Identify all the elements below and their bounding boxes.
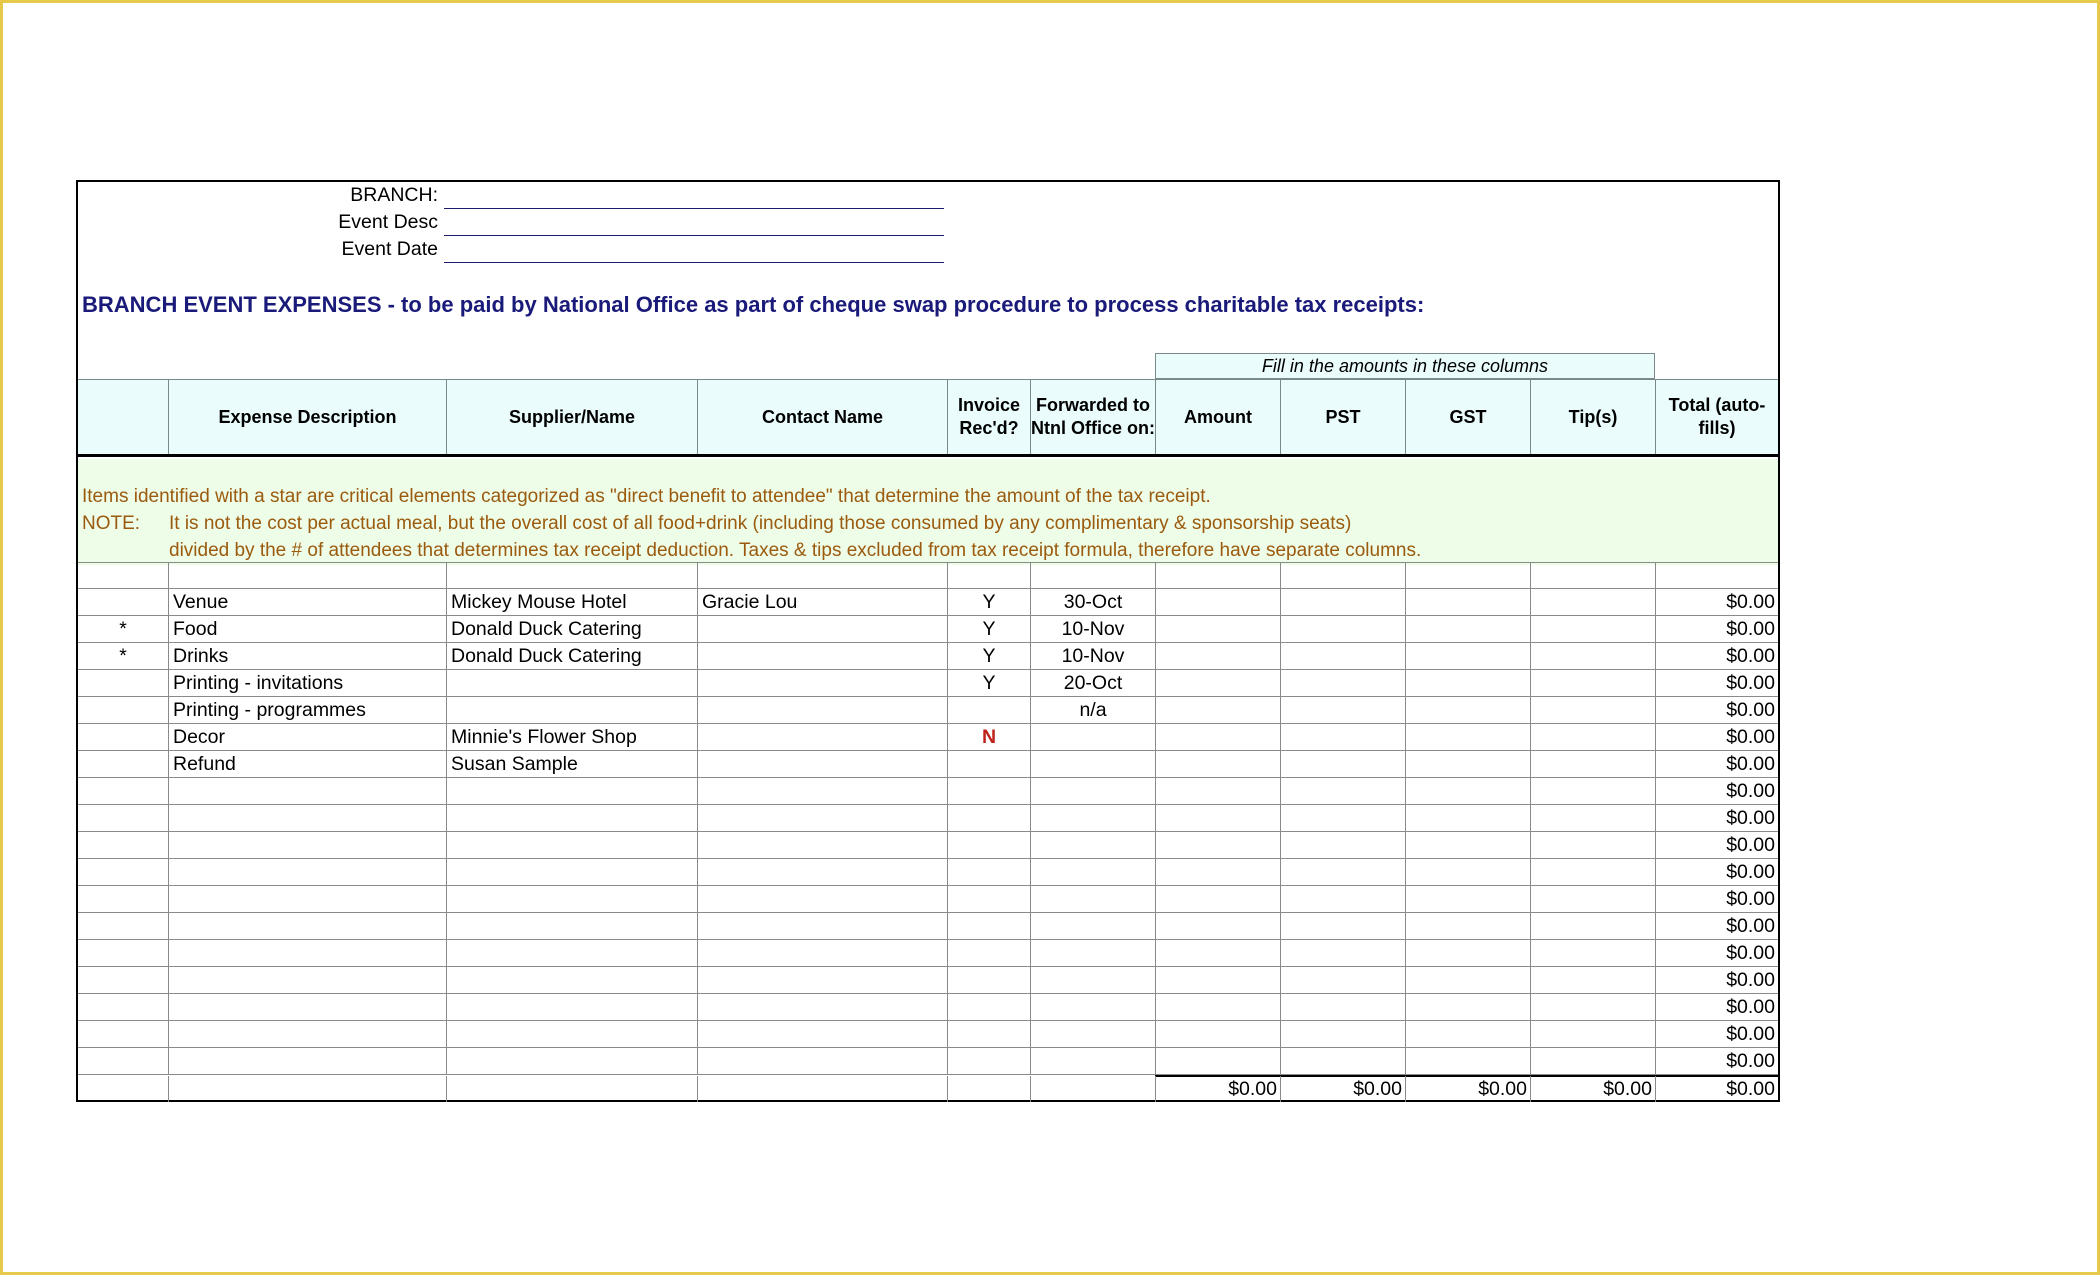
contact-cell[interactable] [697, 778, 947, 804]
forwarded-cell[interactable] [1030, 886, 1155, 912]
contact-cell[interactable] [697, 940, 947, 966]
tips-cell[interactable] [1530, 859, 1655, 885]
expense-description-cell[interactable]: Printing - invitations [168, 670, 446, 696]
pst-cell[interactable] [1280, 778, 1405, 804]
header-star [78, 380, 168, 454]
contact-cell[interactable] [697, 563, 947, 588]
expense-description-cell[interactable] [168, 886, 446, 912]
table-row [78, 1021, 1778, 1048]
contact-cell[interactable] [697, 751, 947, 777]
forwarded-cell[interactable] [1030, 967, 1155, 993]
table-row [78, 994, 1778, 1021]
total-gst: $0.00 [1405, 1076, 1530, 1102]
invoice-received-cell[interactable] [947, 859, 1030, 885]
gst-cell[interactable] [1405, 616, 1530, 642]
table-row [78, 562, 1778, 589]
tips-cell[interactable] [1530, 778, 1655, 804]
tips-cell[interactable] [1530, 1048, 1655, 1074]
contact-cell[interactable] [697, 967, 947, 993]
tips-cell[interactable] [1530, 616, 1655, 642]
header-pst: PST [1280, 380, 1405, 454]
supplier-cell[interactable] [446, 778, 697, 804]
invoice-received-cell[interactable]: Y [947, 589, 1030, 615]
contact-cell[interactable] [697, 1048, 947, 1074]
tips-cell[interactable] [1530, 940, 1655, 966]
supplier-cell[interactable]: Donald Duck Catering [446, 616, 697, 642]
pst-cell[interactable] [1280, 643, 1405, 669]
total-cell[interactable]: $0.00 [1655, 805, 1778, 831]
total-cell[interactable]: $0.00 [1655, 589, 1778, 615]
expense-description-cell[interactable]: Decor [168, 724, 446, 750]
star-cell[interactable] [78, 1021, 168, 1047]
star-cell[interactable] [78, 751, 168, 777]
gst-cell[interactable] [1405, 643, 1530, 669]
notes-band [78, 459, 1778, 565]
star-cell[interactable] [78, 670, 168, 696]
branch-field[interactable] [444, 208, 944, 209]
total-cell[interactable]: $0.00 [1655, 913, 1778, 939]
forwarded-cell[interactable] [1030, 913, 1155, 939]
header-supplier-name: Supplier/Name [446, 380, 697, 454]
expense-description-cell[interactable] [168, 563, 446, 588]
gst-cell[interactable] [1405, 832, 1530, 858]
gst-cell[interactable] [1405, 805, 1530, 831]
star-cell[interactable] [78, 697, 168, 723]
star-cell[interactable] [78, 940, 168, 966]
tips-cell[interactable] [1530, 670, 1655, 696]
forwarded-cell[interactable] [1030, 805, 1155, 831]
table-row [78, 913, 1778, 940]
pst-cell[interactable] [1280, 751, 1405, 777]
note-line-3: divided by the # of attendees that determines tax receipt deduction. Taxes & tips excluded from tax receipt formula, therefore have separate columns. [169, 540, 1422, 561]
gst-cell[interactable] [1405, 670, 1530, 696]
tips-cell[interactable] [1530, 886, 1655, 912]
amount-cell[interactable] [1155, 563, 1280, 588]
supplier-cell[interactable]: Donald Duck Catering [446, 643, 697, 669]
gst-cell[interactable] [1405, 1021, 1530, 1047]
supplier-cell[interactable]: Mickey Mouse Hotel [446, 589, 697, 615]
expense-description-cell[interactable] [168, 913, 446, 939]
contact-cell[interactable] [697, 805, 947, 831]
totals-cell [446, 1076, 697, 1102]
forwarded-cell[interactable]: n/a [1030, 697, 1155, 723]
gst-cell[interactable] [1405, 563, 1530, 588]
star-cell[interactable] [78, 832, 168, 858]
total-cell[interactable]: $0.00 [1655, 670, 1778, 696]
forwarded-cell[interactable] [1030, 563, 1155, 588]
table-row [78, 1048, 1778, 1075]
gst-cell[interactable] [1405, 778, 1530, 804]
invoice-received-cell[interactable] [947, 697, 1030, 723]
expense-sheet [76, 180, 1780, 1102]
supplier-cell[interactable] [446, 940, 697, 966]
forwarded-cell[interactable]: 30-Oct [1030, 589, 1155, 615]
amount-cell[interactable] [1155, 805, 1280, 831]
gst-cell[interactable] [1405, 751, 1530, 777]
amount-cell[interactable] [1155, 643, 1280, 669]
totals-cell [78, 1076, 168, 1102]
header-amount: Amount [1155, 380, 1280, 454]
star-cell[interactable] [78, 724, 168, 750]
header-gst: GST [1405, 380, 1530, 454]
event-date-label: Event Date [341, 238, 438, 260]
total-cell[interactable]: $0.00 [1655, 751, 1778, 777]
star-cell[interactable] [78, 805, 168, 831]
supplier-cell[interactable]: Susan Sample [446, 751, 697, 777]
expense-description-cell[interactable] [168, 859, 446, 885]
pst-cell[interactable] [1280, 724, 1405, 750]
pst-cell[interactable] [1280, 859, 1405, 885]
expense-description-cell[interactable] [168, 832, 446, 858]
pst-cell[interactable] [1280, 967, 1405, 993]
table-row [78, 751, 1778, 778]
expense-description-cell[interactable] [168, 805, 446, 831]
table-row [78, 643, 1778, 670]
table-row [78, 670, 1778, 697]
supplier-cell[interactable] [446, 1048, 697, 1074]
event-date-field[interactable] [444, 262, 944, 263]
tips-cell[interactable] [1530, 1021, 1655, 1047]
supplier-cell[interactable] [446, 670, 697, 696]
gst-cell[interactable] [1405, 994, 1530, 1020]
total-tips: $0.00 [1530, 1076, 1655, 1102]
tips-cell[interactable] [1530, 697, 1655, 723]
invoice-received-cell[interactable] [947, 913, 1030, 939]
grand-total: $0.00 [1655, 1076, 1778, 1102]
event-desc-field[interactable] [444, 235, 944, 236]
amount-cell[interactable] [1155, 967, 1280, 993]
forwarded-cell[interactable] [1030, 940, 1155, 966]
total-cell[interactable]: $0.00 [1655, 724, 1778, 750]
invoice-received-cell[interactable] [947, 1021, 1030, 1047]
amount-cell[interactable] [1155, 940, 1280, 966]
gst-cell[interactable] [1405, 697, 1530, 723]
gst-cell[interactable] [1405, 724, 1530, 750]
total-cell[interactable]: $0.00 [1655, 886, 1778, 912]
star-cell[interactable] [78, 994, 168, 1020]
amount-cell[interactable] [1155, 994, 1280, 1020]
invoice-received-cell[interactable] [947, 940, 1030, 966]
contact-cell[interactable] [697, 832, 947, 858]
tips-cell[interactable] [1530, 913, 1655, 939]
forwarded-cell[interactable]: 10-Nov [1030, 643, 1155, 669]
amount-cell[interactable] [1155, 670, 1280, 696]
invoice-received-cell[interactable] [947, 886, 1030, 912]
expense-description-cell[interactable]: Drinks [168, 643, 446, 669]
invoice-received-cell[interactable]: Y [947, 643, 1030, 669]
forwarded-cell[interactable] [1030, 1021, 1155, 1047]
pst-cell[interactable] [1280, 1048, 1405, 1074]
contact-cell[interactable] [697, 697, 947, 723]
amount-cell[interactable] [1155, 913, 1280, 939]
forwarded-cell[interactable] [1030, 751, 1155, 777]
star-cell[interactable] [78, 913, 168, 939]
contact-cell[interactable] [697, 616, 947, 642]
page-title: BRANCH EVENT EXPENSES - to be paid by National Office as part of cheque swap procedure to process charitable tax receipts: [82, 292, 1425, 317]
total-cell[interactable]: $0.00 [1655, 994, 1778, 1020]
tips-cell[interactable] [1530, 994, 1655, 1020]
forwarded-cell[interactable] [1030, 994, 1155, 1020]
totals-cell [1030, 1076, 1155, 1102]
star-cell[interactable] [78, 589, 168, 615]
contact-cell[interactable] [697, 886, 947, 912]
total-cell[interactable]: $0.00 [1655, 940, 1778, 966]
total-cell[interactable]: $0.00 [1655, 832, 1778, 858]
tips-cell[interactable] [1530, 805, 1655, 831]
star-cell[interactable] [78, 859, 168, 885]
pst-cell[interactable] [1280, 913, 1405, 939]
tips-cell[interactable] [1530, 563, 1655, 588]
header-total: Total (auto-fills) [1655, 380, 1778, 454]
expense-description-cell[interactable] [168, 1048, 446, 1074]
total-cell[interactable]: $0.00 [1655, 1048, 1778, 1074]
expense-description-cell[interactable] [168, 967, 446, 993]
expense-description-cell[interactable] [168, 1021, 446, 1047]
contact-cell[interactable] [697, 643, 947, 669]
table-row [78, 940, 1778, 967]
header-forwarded-on: Forwarded to Ntnl Office on: [1030, 380, 1155, 454]
table-row [78, 886, 1778, 913]
expense-description-cell[interactable]: Refund [168, 751, 446, 777]
gst-cell[interactable] [1405, 589, 1530, 615]
invoice-received-cell[interactable]: Y [947, 616, 1030, 642]
invoice-received-cell[interactable] [947, 967, 1030, 993]
forwarded-cell[interactable] [1030, 832, 1155, 858]
amount-cell[interactable] [1155, 832, 1280, 858]
gst-cell[interactable] [1405, 886, 1530, 912]
gst-cell[interactable] [1405, 967, 1530, 993]
star-cell[interactable] [78, 1048, 168, 1074]
gst-cell[interactable] [1405, 913, 1530, 939]
table-row [78, 724, 1778, 751]
tips-cell[interactable] [1530, 751, 1655, 777]
gst-cell[interactable] [1405, 940, 1530, 966]
expense-description-cell[interactable]: Venue [168, 589, 446, 615]
star-cell[interactable]: * [119, 618, 127, 640]
amount-cell[interactable] [1155, 778, 1280, 804]
forwarded-cell[interactable] [1030, 778, 1155, 804]
invoice-received-cell[interactable] [947, 751, 1030, 777]
header-invoice-received: Invoice Rec'd? [947, 380, 1030, 454]
pst-cell[interactable] [1280, 994, 1405, 1020]
gst-cell[interactable] [1405, 859, 1530, 885]
contact-cell[interactable] [697, 724, 947, 750]
gst-cell[interactable] [1405, 1048, 1530, 1074]
total-cell[interactable]: $0.00 [1655, 616, 1778, 642]
table-row [78, 805, 1778, 832]
header-contact-name: Contact Name [697, 380, 947, 454]
expense-description-cell[interactable] [168, 994, 446, 1020]
pst-cell[interactable] [1280, 697, 1405, 723]
invoice-received-cell[interactable] [947, 832, 1030, 858]
forwarded-cell[interactable] [1030, 724, 1155, 750]
amount-cell[interactable] [1155, 697, 1280, 723]
star-cell[interactable] [78, 563, 168, 588]
total-cell[interactable]: $0.00 [1655, 859, 1778, 885]
table-row [78, 616, 1778, 643]
supplier-cell[interactable] [446, 967, 697, 993]
pst-cell[interactable] [1280, 616, 1405, 642]
expense-description-cell[interactable]: Food [168, 616, 446, 642]
pst-cell[interactable] [1280, 832, 1405, 858]
star-cell[interactable]: * [119, 645, 127, 667]
tips-cell[interactable] [1530, 967, 1655, 993]
supplier-cell[interactable] [446, 1021, 697, 1047]
invoice-received-cell[interactable] [947, 563, 1030, 588]
amount-cell[interactable] [1155, 616, 1280, 642]
invoice-received-cell[interactable] [947, 1048, 1030, 1074]
note-line-2: It is not the cost per actual meal, but the overall cost of all food+drink (including those consumed by any complimentary & sponsorship seats) [169, 513, 1352, 534]
supplier-cell[interactable] [446, 913, 697, 939]
contact-cell[interactable] [697, 1021, 947, 1047]
forwarded-cell[interactable]: 10-Nov [1030, 616, 1155, 642]
fill-in-banner: Fill in the amounts in these columns [1155, 353, 1655, 379]
tips-cell[interactable] [1530, 643, 1655, 669]
invoice-received-cell[interactable]: Y [947, 670, 1030, 696]
contact-cell[interactable] [697, 859, 947, 885]
total-amount: $0.00 [1155, 1076, 1280, 1102]
expense-description-cell[interactable]: Printing - programmes [168, 697, 446, 723]
totals-row [78, 1076, 1778, 1102]
amount-cell[interactable] [1155, 886, 1280, 912]
total-cell[interactable]: $0.00 [1655, 778, 1778, 804]
supplier-cell[interactable] [446, 886, 697, 912]
contact-cell[interactable] [697, 994, 947, 1020]
pst-cell[interactable] [1280, 670, 1405, 696]
amount-cell[interactable] [1155, 1048, 1280, 1074]
star-cell[interactable] [78, 886, 168, 912]
total-cell[interactable]: $0.00 [1655, 643, 1778, 669]
supplier-cell[interactable] [446, 805, 697, 831]
totals-cell [697, 1076, 947, 1102]
supplier-cell[interactable] [446, 832, 697, 858]
star-cell[interactable] [78, 778, 168, 804]
amount-cell[interactable] [1155, 859, 1280, 885]
expense-description-cell[interactable] [168, 778, 446, 804]
supplier-cell[interactable] [446, 859, 697, 885]
amount-cell[interactable] [1155, 1021, 1280, 1047]
contact-cell[interactable]: Gracie Lou [697, 589, 947, 615]
invoice-received-cell[interactable] [947, 994, 1030, 1020]
amount-cell[interactable] [1155, 724, 1280, 750]
column-header-row [78, 379, 1778, 457]
supplier-cell[interactable] [446, 563, 697, 588]
header-tips: Tip(s) [1530, 380, 1655, 454]
tips-cell[interactable] [1530, 832, 1655, 858]
branch-label: BRANCH: [350, 184, 438, 206]
invoice-received-cell[interactable]: N [947, 724, 1030, 750]
note-label: NOTE: [82, 513, 141, 534]
total-cell[interactable] [1655, 563, 1778, 588]
table-row [78, 859, 1778, 886]
table-row [78, 589, 1778, 616]
header-expense-description: Expense Description [168, 380, 446, 454]
pst-cell[interactable] [1280, 1021, 1405, 1047]
pst-cell[interactable] [1280, 886, 1405, 912]
pst-cell[interactable] [1280, 563, 1405, 588]
supplier-cell[interactable] [446, 697, 697, 723]
forwarded-cell[interactable] [1030, 859, 1155, 885]
supplier-cell[interactable] [446, 994, 697, 1020]
pst-cell[interactable] [1280, 805, 1405, 831]
total-pst: $0.00 [1280, 1076, 1405, 1102]
contact-cell[interactable] [697, 913, 947, 939]
total-cell[interactable]: $0.00 [1655, 697, 1778, 723]
expense-description-cell[interactable] [168, 940, 446, 966]
event-desc-label: Event Desc [338, 211, 438, 233]
table-row [78, 778, 1778, 805]
totals-cell [947, 1076, 1030, 1102]
contact-cell[interactable] [697, 670, 947, 696]
invoice-received-cell[interactable] [947, 805, 1030, 831]
tips-cell[interactable] [1530, 724, 1655, 750]
forwarded-cell[interactable] [1030, 1048, 1155, 1074]
pst-cell[interactable] [1280, 589, 1405, 615]
invoice-received-cell[interactable] [947, 778, 1030, 804]
table-row [78, 832, 1778, 859]
pst-cell[interactable] [1280, 940, 1405, 966]
note-line-1: Items identified with a star are critical elements categorized as "direct benefit to attendee" that determine the amount of the tax receipt. [82, 486, 1211, 507]
table-row [78, 967, 1778, 994]
amount-cell[interactable] [1155, 751, 1280, 777]
totals-cell [168, 1076, 446, 1102]
table-row [78, 697, 1778, 724]
total-cell[interactable]: $0.00 [1655, 967, 1778, 993]
forwarded-cell[interactable]: 20-Oct [1030, 670, 1155, 696]
supplier-cell[interactable]: Minnie's Flower Shop [446, 724, 697, 750]
tips-cell[interactable] [1530, 589, 1655, 615]
total-cell[interactable]: $0.00 [1655, 1021, 1778, 1047]
star-cell[interactable] [78, 967, 168, 993]
amount-cell[interactable] [1155, 589, 1280, 615]
